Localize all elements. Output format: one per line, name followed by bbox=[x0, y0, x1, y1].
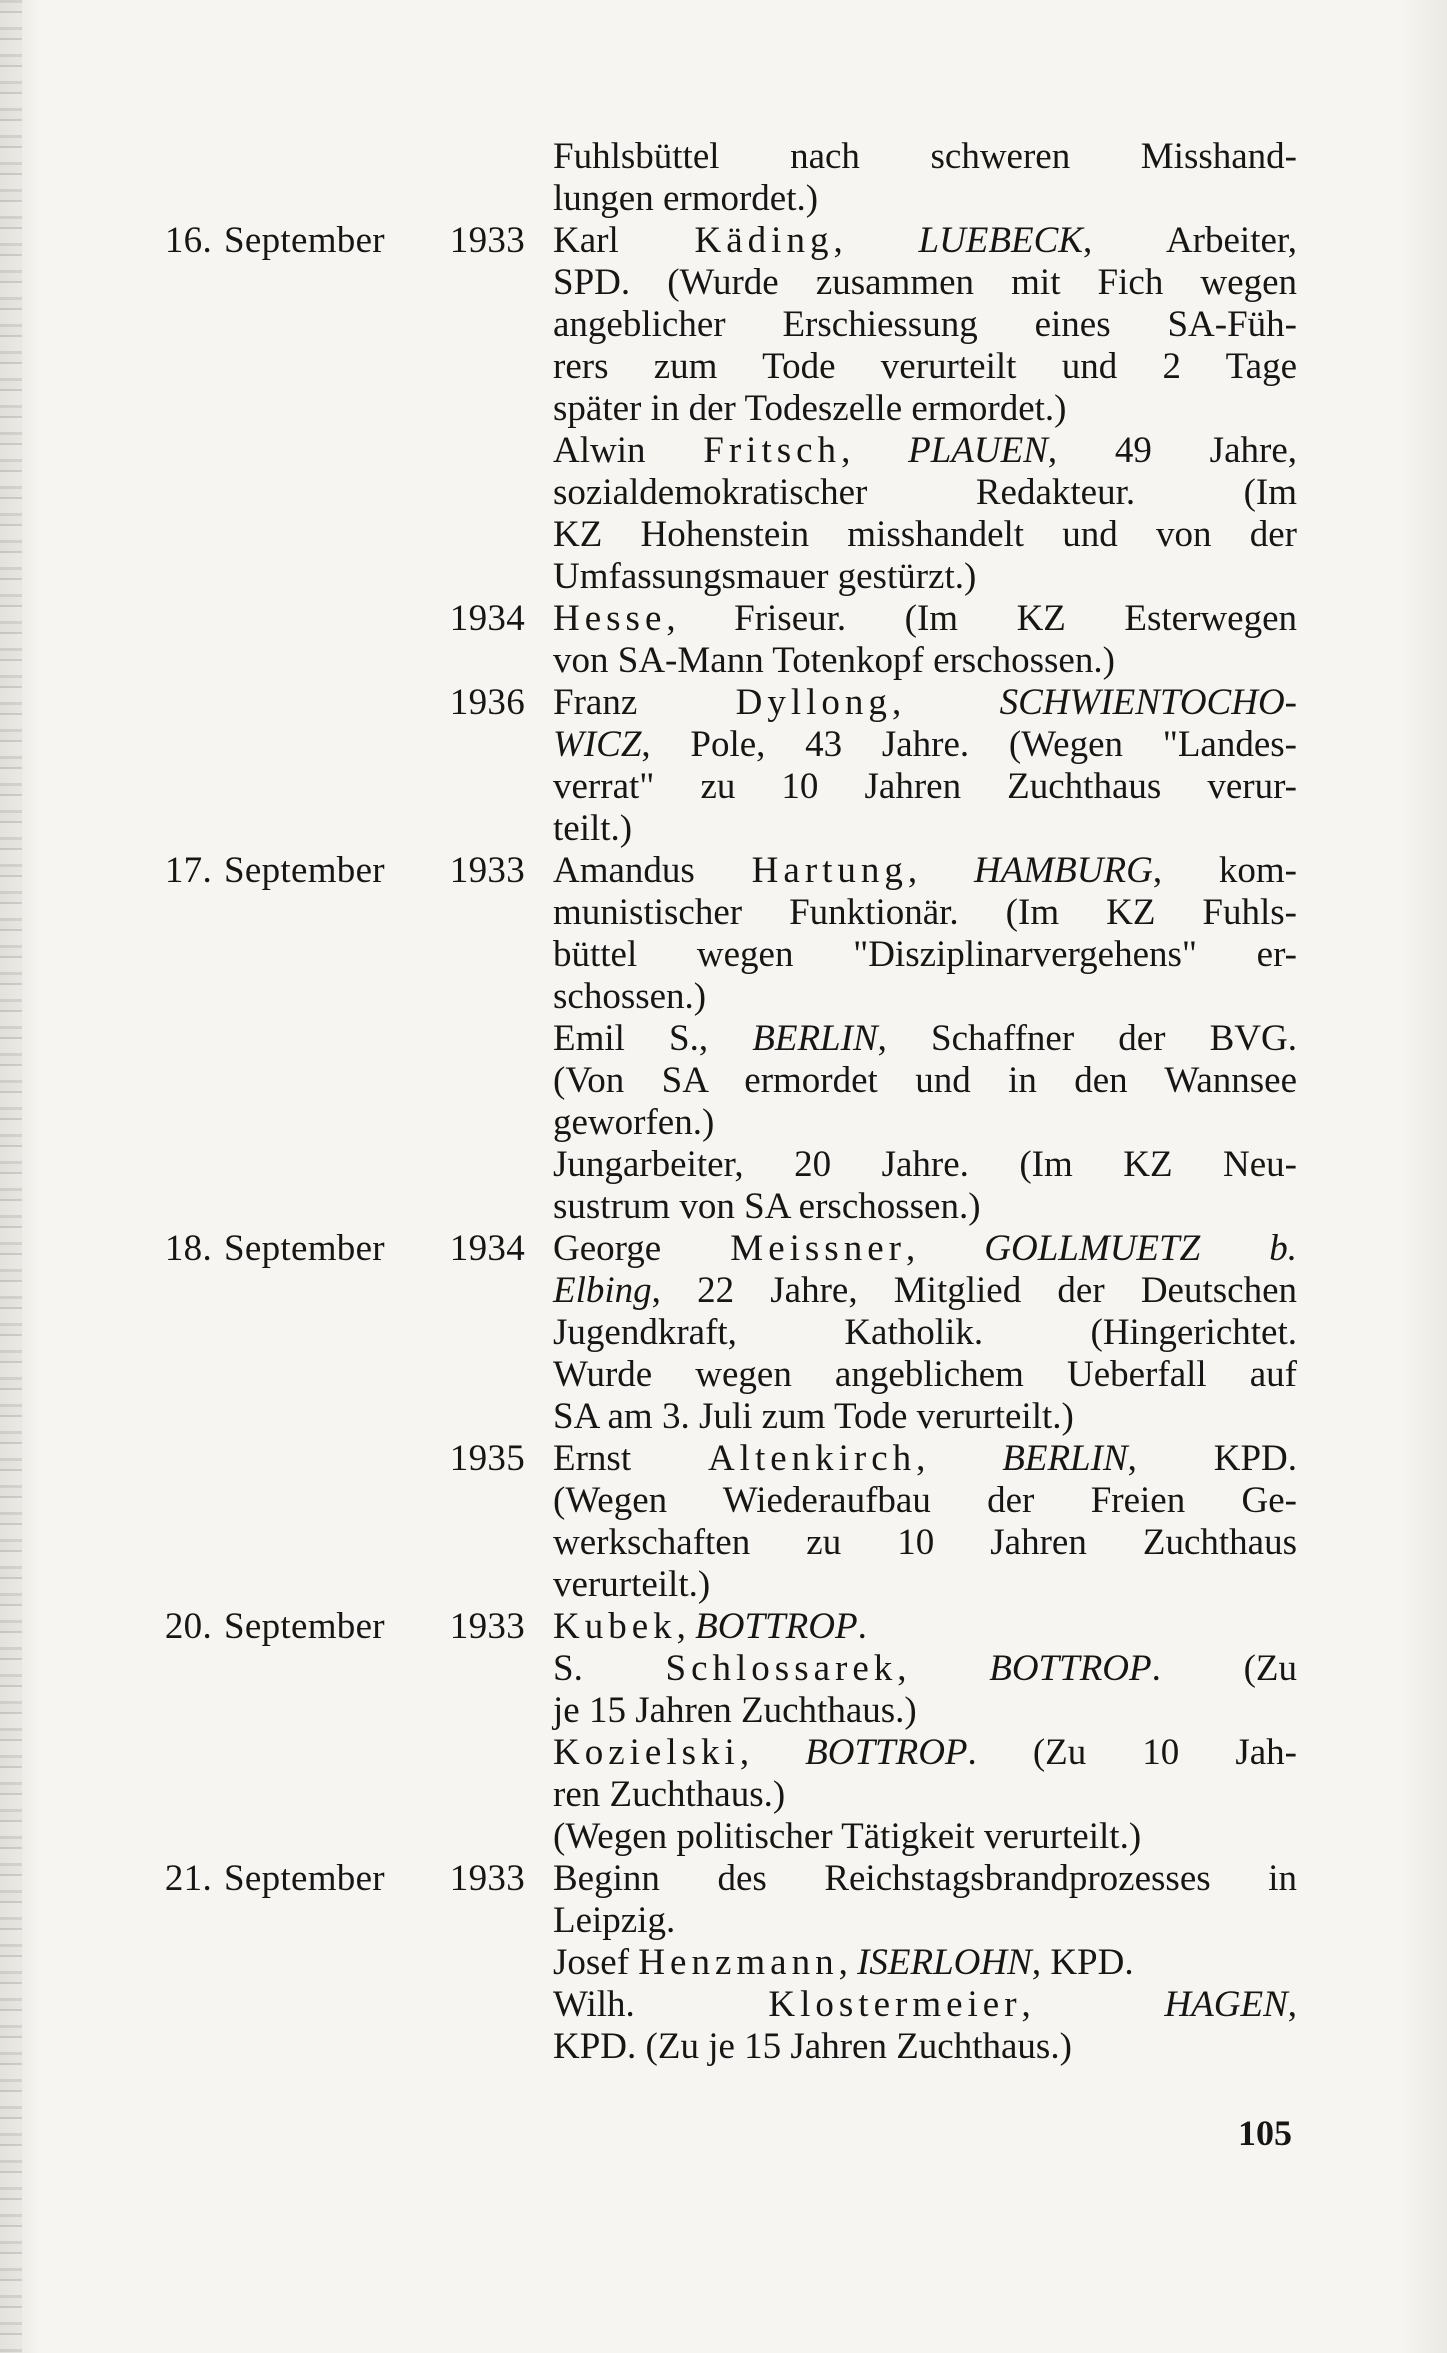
date-year: 1934 bbox=[449, 1228, 525, 1269]
date-month: September bbox=[224, 1858, 385, 1899]
chronology-entry bbox=[0, 1732, 1447, 1816]
chronology-entry bbox=[0, 1648, 1447, 1732]
chronology-entry bbox=[0, 136, 1447, 220]
entry-line: Fuhlsbüttel nach schweren Misshand- bbox=[553, 136, 1297, 177]
date-day bbox=[154, 1438, 212, 1480]
entry-line: büttel wegen "Disziplinarvergehens" er- bbox=[553, 934, 1297, 975]
entry-line: Umfassungsmauer gestürzt.) bbox=[553, 556, 977, 597]
chronology-entry bbox=[0, 598, 1447, 682]
entry-line: Beginn des Reichstagsbrandprozesses in bbox=[553, 1858, 1297, 1899]
chronology-entry bbox=[0, 850, 1447, 1018]
date-month: September bbox=[224, 1228, 385, 1269]
entry-line: KPD. (Zu je 15 Jahren Zuchthaus.) bbox=[553, 2026, 1072, 2067]
entry-line: (Von SA ermordet und in den Wannsee bbox=[553, 1060, 1297, 1101]
entry-date bbox=[0, 850, 545, 892]
chronology-entry bbox=[0, 1438, 1447, 1606]
entry-date bbox=[0, 220, 545, 262]
date-month bbox=[212, 598, 432, 640]
entry-line: angeblicher Erschiessung eines SA-Füh- bbox=[553, 304, 1297, 345]
entry-line: sozialdemokratischer Redakteur. (Im bbox=[553, 472, 1297, 513]
entry-text bbox=[545, 136, 1297, 220]
chronology-entry bbox=[0, 1228, 1447, 1438]
entry-line: George Meissner, GOLLMUETZ b. bbox=[553, 1228, 1297, 1269]
date-day: 16. bbox=[164, 220, 212, 261]
entry-line: sustrum von SA erschossen.) bbox=[553, 1186, 981, 1227]
entry-date bbox=[0, 682, 545, 724]
entry-line: teilt.) bbox=[553, 808, 633, 849]
entry-date bbox=[0, 1228, 545, 1270]
entry-text bbox=[545, 220, 1297, 430]
entry-line: von SA-Mann Totenkopf erschossen.) bbox=[553, 640, 1115, 681]
chronology-text bbox=[0, 136, 1447, 2068]
page-number: 105 bbox=[1238, 2113, 1292, 2153]
entry-line: SA am 3. Juli zum Tode verurteilt.) bbox=[553, 1396, 1074, 1437]
date-day: 21. bbox=[164, 1858, 212, 1899]
entry-line: später in der Todeszelle ermordet.) bbox=[553, 388, 1067, 429]
entry-line: S. Schlossarek, BOTTROP. (Zu bbox=[553, 1648, 1298, 1689]
entry-text bbox=[545, 1984, 1297, 2068]
entry-line: Franz Dyllong, SCHWIENTOCHO- bbox=[553, 682, 1297, 723]
entry-line: munistischer Funktionär. (Im KZ Fuhls- bbox=[553, 892, 1297, 933]
entry-line: lungen ermordet.) bbox=[553, 178, 819, 219]
entry-line: (Wegen politischer Tätigkeit verurteilt.) bbox=[553, 1816, 1142, 1857]
chronology-entry bbox=[0, 1018, 1447, 1144]
entry-text bbox=[545, 850, 1297, 1018]
date-year: 1933 bbox=[449, 220, 525, 261]
entry-text bbox=[545, 1942, 1297, 1984]
entry-text bbox=[545, 1228, 1297, 1438]
entry-text bbox=[545, 430, 1297, 598]
entry-line: Ernst Altenkirch, BERLIN, KPD. bbox=[553, 1438, 1297, 1479]
entry-line: (Wegen Wiederaufbau der Freien Ge- bbox=[553, 1480, 1297, 1521]
date-day: 17. bbox=[164, 850, 212, 891]
date-day bbox=[154, 598, 212, 640]
chronology-entry bbox=[0, 1942, 1447, 1984]
entry-text bbox=[545, 682, 1297, 850]
date-year: 1934 bbox=[449, 598, 525, 639]
entry-text bbox=[545, 1858, 1297, 1942]
date-day bbox=[154, 682, 212, 724]
entry-line: Wilh. Klostermeier, HAGEN, bbox=[553, 1984, 1297, 2025]
date-month: September bbox=[224, 220, 385, 261]
entry-line: werkschaften zu 10 Jahren Zuchthaus bbox=[553, 1522, 1297, 1563]
date-day: 18. bbox=[164, 1228, 212, 1269]
entry-line: Jungarbeiter, 20 Jahre. (Im KZ Neu- bbox=[553, 1144, 1297, 1185]
entry-line: schossen.) bbox=[553, 976, 707, 1017]
date-year: 1935 bbox=[449, 1438, 525, 1479]
chronology-entry bbox=[0, 1144, 1447, 1228]
entry-line: Josef Henzmann, ISERLOHN, KPD. bbox=[553, 1942, 1134, 1983]
date-month: September bbox=[224, 850, 385, 891]
entry-text bbox=[545, 1144, 1297, 1228]
chronology-entry bbox=[0, 1858, 1447, 1942]
chronology-entry bbox=[0, 1984, 1447, 2068]
entry-date bbox=[0, 1606, 545, 1648]
chronology-entry bbox=[0, 220, 1447, 430]
entry-line: je 15 Jahren Zuchthaus.) bbox=[553, 1690, 917, 1731]
date-year: 1933 bbox=[449, 1858, 525, 1899]
chronology-entry bbox=[0, 682, 1447, 850]
entry-date bbox=[0, 1858, 545, 1900]
chronology-entry bbox=[0, 430, 1447, 598]
entry-date bbox=[0, 598, 545, 640]
entry-date bbox=[0, 1438, 545, 1480]
entry-text bbox=[545, 1732, 1297, 1816]
date-day: 20. bbox=[164, 1606, 212, 1647]
entry-line: Emil S., BERLIN, Schaffner der BVG. bbox=[553, 1018, 1297, 1059]
entry-line: WICZ, Pole, 43 Jahre. (Wegen "Landes- bbox=[553, 724, 1297, 765]
entry-line: Kozielski, BOTTROP. (Zu 10 Jah- bbox=[553, 1732, 1297, 1773]
entry-text bbox=[545, 1018, 1297, 1144]
date-month bbox=[212, 682, 432, 724]
entry-text bbox=[545, 1816, 1297, 1858]
chronology-entry bbox=[0, 1816, 1447, 1858]
entry-text bbox=[545, 1606, 1297, 1648]
entry-line: Wurde wegen angeblichem Ueberfall auf bbox=[553, 1354, 1297, 1395]
entry-text bbox=[545, 598, 1297, 682]
entry-line: ren Zuchthaus.) bbox=[553, 1774, 786, 1815]
entry-text bbox=[545, 1648, 1297, 1732]
entry-line: Kubek, BOTTROP. bbox=[553, 1606, 867, 1647]
entry-line: Jugendkraft, Katholik. (Hingerichtet. bbox=[553, 1312, 1297, 1353]
entry-line: Leipzig. bbox=[553, 1900, 676, 1941]
entry-line: Hesse, Friseur. (Im KZ Esterwegen bbox=[553, 598, 1297, 639]
date-month bbox=[212, 1438, 432, 1480]
entry-line: SPD. (Wurde zusammen mit Fich wegen bbox=[553, 262, 1297, 303]
date-year: 1936 bbox=[449, 682, 525, 723]
entry-line: Elbing, 22 Jahre, Mitglied der Deutschen bbox=[553, 1270, 1297, 1311]
date-year: 1933 bbox=[449, 850, 525, 891]
entry-line: Alwin Fritsch, PLAUEN, 49 Jahre, bbox=[553, 430, 1297, 471]
entry-line: Karl Käding, LUEBECK, Arbeiter, bbox=[553, 220, 1297, 261]
entry-line: Amandus Hartung, HAMBURG, kom- bbox=[553, 850, 1298, 891]
entry-line: rers zum Tode verurteilt und 2 Tage bbox=[553, 346, 1297, 387]
entry-line: verurteilt.) bbox=[553, 1564, 711, 1605]
chronology-entry bbox=[0, 1606, 1447, 1648]
date-month: September bbox=[224, 1606, 385, 1647]
entry-line: KZ Hohenstein misshandelt und von der bbox=[553, 514, 1297, 555]
entry-text bbox=[545, 1438, 1297, 1606]
date-year: 1933 bbox=[449, 1606, 525, 1647]
entry-line: geworfen.) bbox=[553, 1102, 715, 1143]
entry-line: verrat" zu 10 Jahren Zuchthaus verur- bbox=[553, 766, 1297, 807]
